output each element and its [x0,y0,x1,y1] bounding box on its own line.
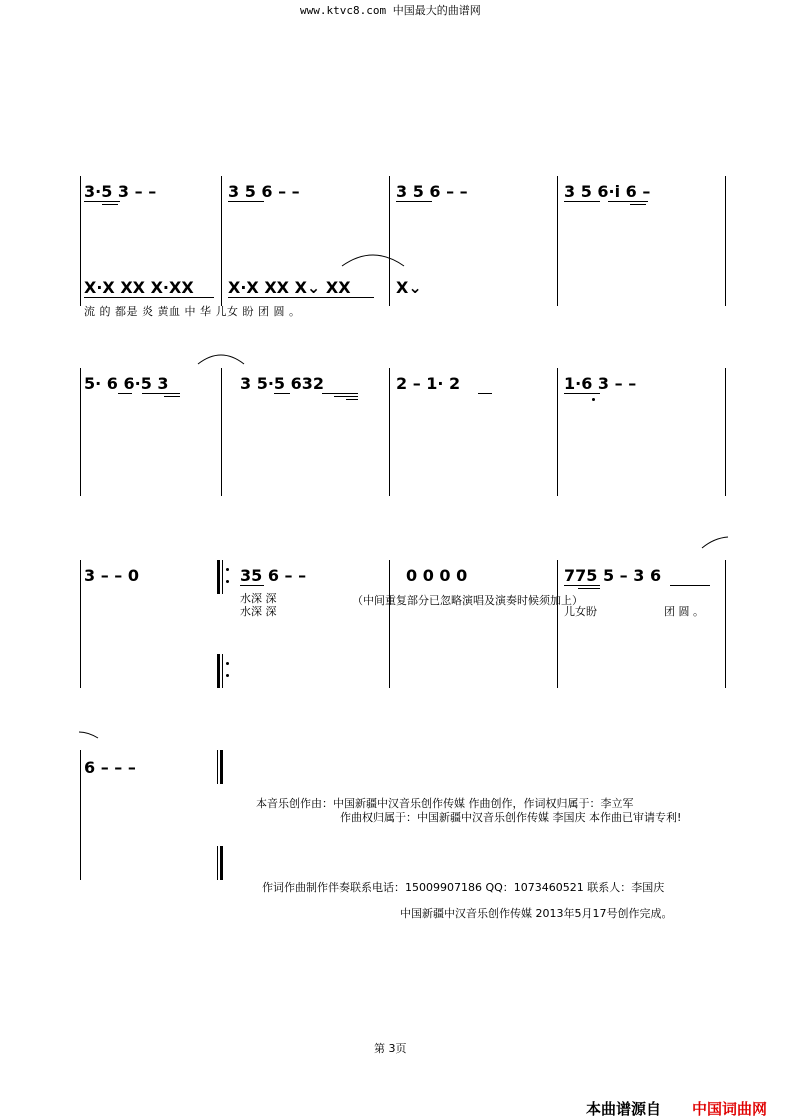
measure-7: 2 – 1· 2 [396,374,461,393]
slur [78,730,100,740]
underline [102,204,118,205]
barline [389,176,390,306]
rhythm-2: X·X XX X⌄ XX [228,278,351,297]
final-barline [220,846,223,880]
measure-11: 0 0 0 0 [406,566,468,585]
underline [118,393,132,394]
underline [334,396,358,397]
barline [725,368,726,496]
underline [164,396,180,397]
completion-line: 中国新疆中汉音乐创作传媒 2013年5月17号创作完成。 [400,907,673,920]
rhythm-3: X⌄ [396,278,422,297]
underline [564,201,600,202]
underline [670,585,710,586]
final-barline [220,750,223,784]
octave-dot [592,398,595,401]
underline [228,201,264,202]
barline [557,368,558,496]
repeat-dot [226,662,229,665]
measure-6: 3 5·5 632 [240,374,325,393]
measure-2: 3 5 6 – – [228,182,300,201]
footer-source-label: 本曲谱源自 [586,1100,662,1118]
barline [557,560,558,688]
barline [80,750,81,880]
barline [725,560,726,688]
underline [228,297,374,298]
slur [700,536,730,550]
slur [196,350,246,366]
measure-1: 3·5 3 – – [84,182,157,201]
underline [274,393,290,394]
footer-site-link[interactable]: 中国词曲网 [692,1100,768,1118]
measure-13: 6 – – – [84,758,136,777]
credit-line-1: 本音乐创作由：中国新疆中汉音乐创作传媒 作曲创作，作词权归属于：李立军 [256,797,634,810]
slur [340,248,406,268]
repeat-barline [217,654,220,688]
credit-line-2: 作曲权归属于：中国新疆中汉音乐创作传媒 李国庆 本作曲已审请专利! [340,811,682,824]
measure-5: 5· 6 6·5 3 [84,374,169,393]
barline [725,176,726,306]
barline [389,368,390,496]
barline [557,176,558,306]
underline [240,585,264,586]
measure-10: 35 6 – – [240,566,307,585]
barline [80,560,81,688]
measure-9: 3 – – 0 [84,566,139,585]
underline [322,393,358,394]
page-number: 第 3页 [374,1042,407,1055]
contact-line: 作词作曲制作伴奏联系电话：15009907186 QQ：1073460521 联系人：李国庆 [262,881,665,894]
lyrics-line: 流 的 都是 炎 黄血 中 华 儿女 盼 团 圆 。 [84,305,301,318]
underline [578,588,600,589]
underline [396,201,432,202]
measure-4: 3 5 6·i 6 – [564,182,651,201]
lyrics-line: 水深 深 [240,605,277,618]
final-barline [217,750,218,784]
final-barline [217,846,218,880]
lyrics-line: 水深 深 [240,592,277,605]
performance-note: （中间重复部分已忽略演唱及演奏时候须加上） [352,594,583,607]
barline [389,560,390,688]
lyrics-line: 团 圆 。 [664,605,704,618]
underline [84,201,120,202]
measure-3: 3 5 6 – – [396,182,468,201]
underline [346,399,358,400]
repeat-barline [217,560,220,594]
underline [608,201,648,202]
repeat-barline [222,560,223,594]
underline [478,393,492,394]
underline [630,204,646,205]
site-header: www.ktvc8.com 中国最大的曲谱网 [300,4,481,17]
repeat-dot [226,568,229,571]
repeat-dot [226,580,229,583]
measure-12: 775 5 – 3 6 [564,566,662,585]
repeat-dot [226,674,229,677]
barline [80,176,81,306]
underline [564,393,600,394]
barline [221,368,222,496]
barline [221,176,222,306]
repeat-barline [222,654,223,688]
underline [564,585,600,586]
barline [80,368,81,496]
rhythm-1: X·X XX X·XX [84,278,194,297]
lyrics-line: 儿女盼 [564,605,597,618]
underline [142,393,180,394]
measure-8: 1·6 3 – – [564,374,637,393]
underline [84,297,214,298]
